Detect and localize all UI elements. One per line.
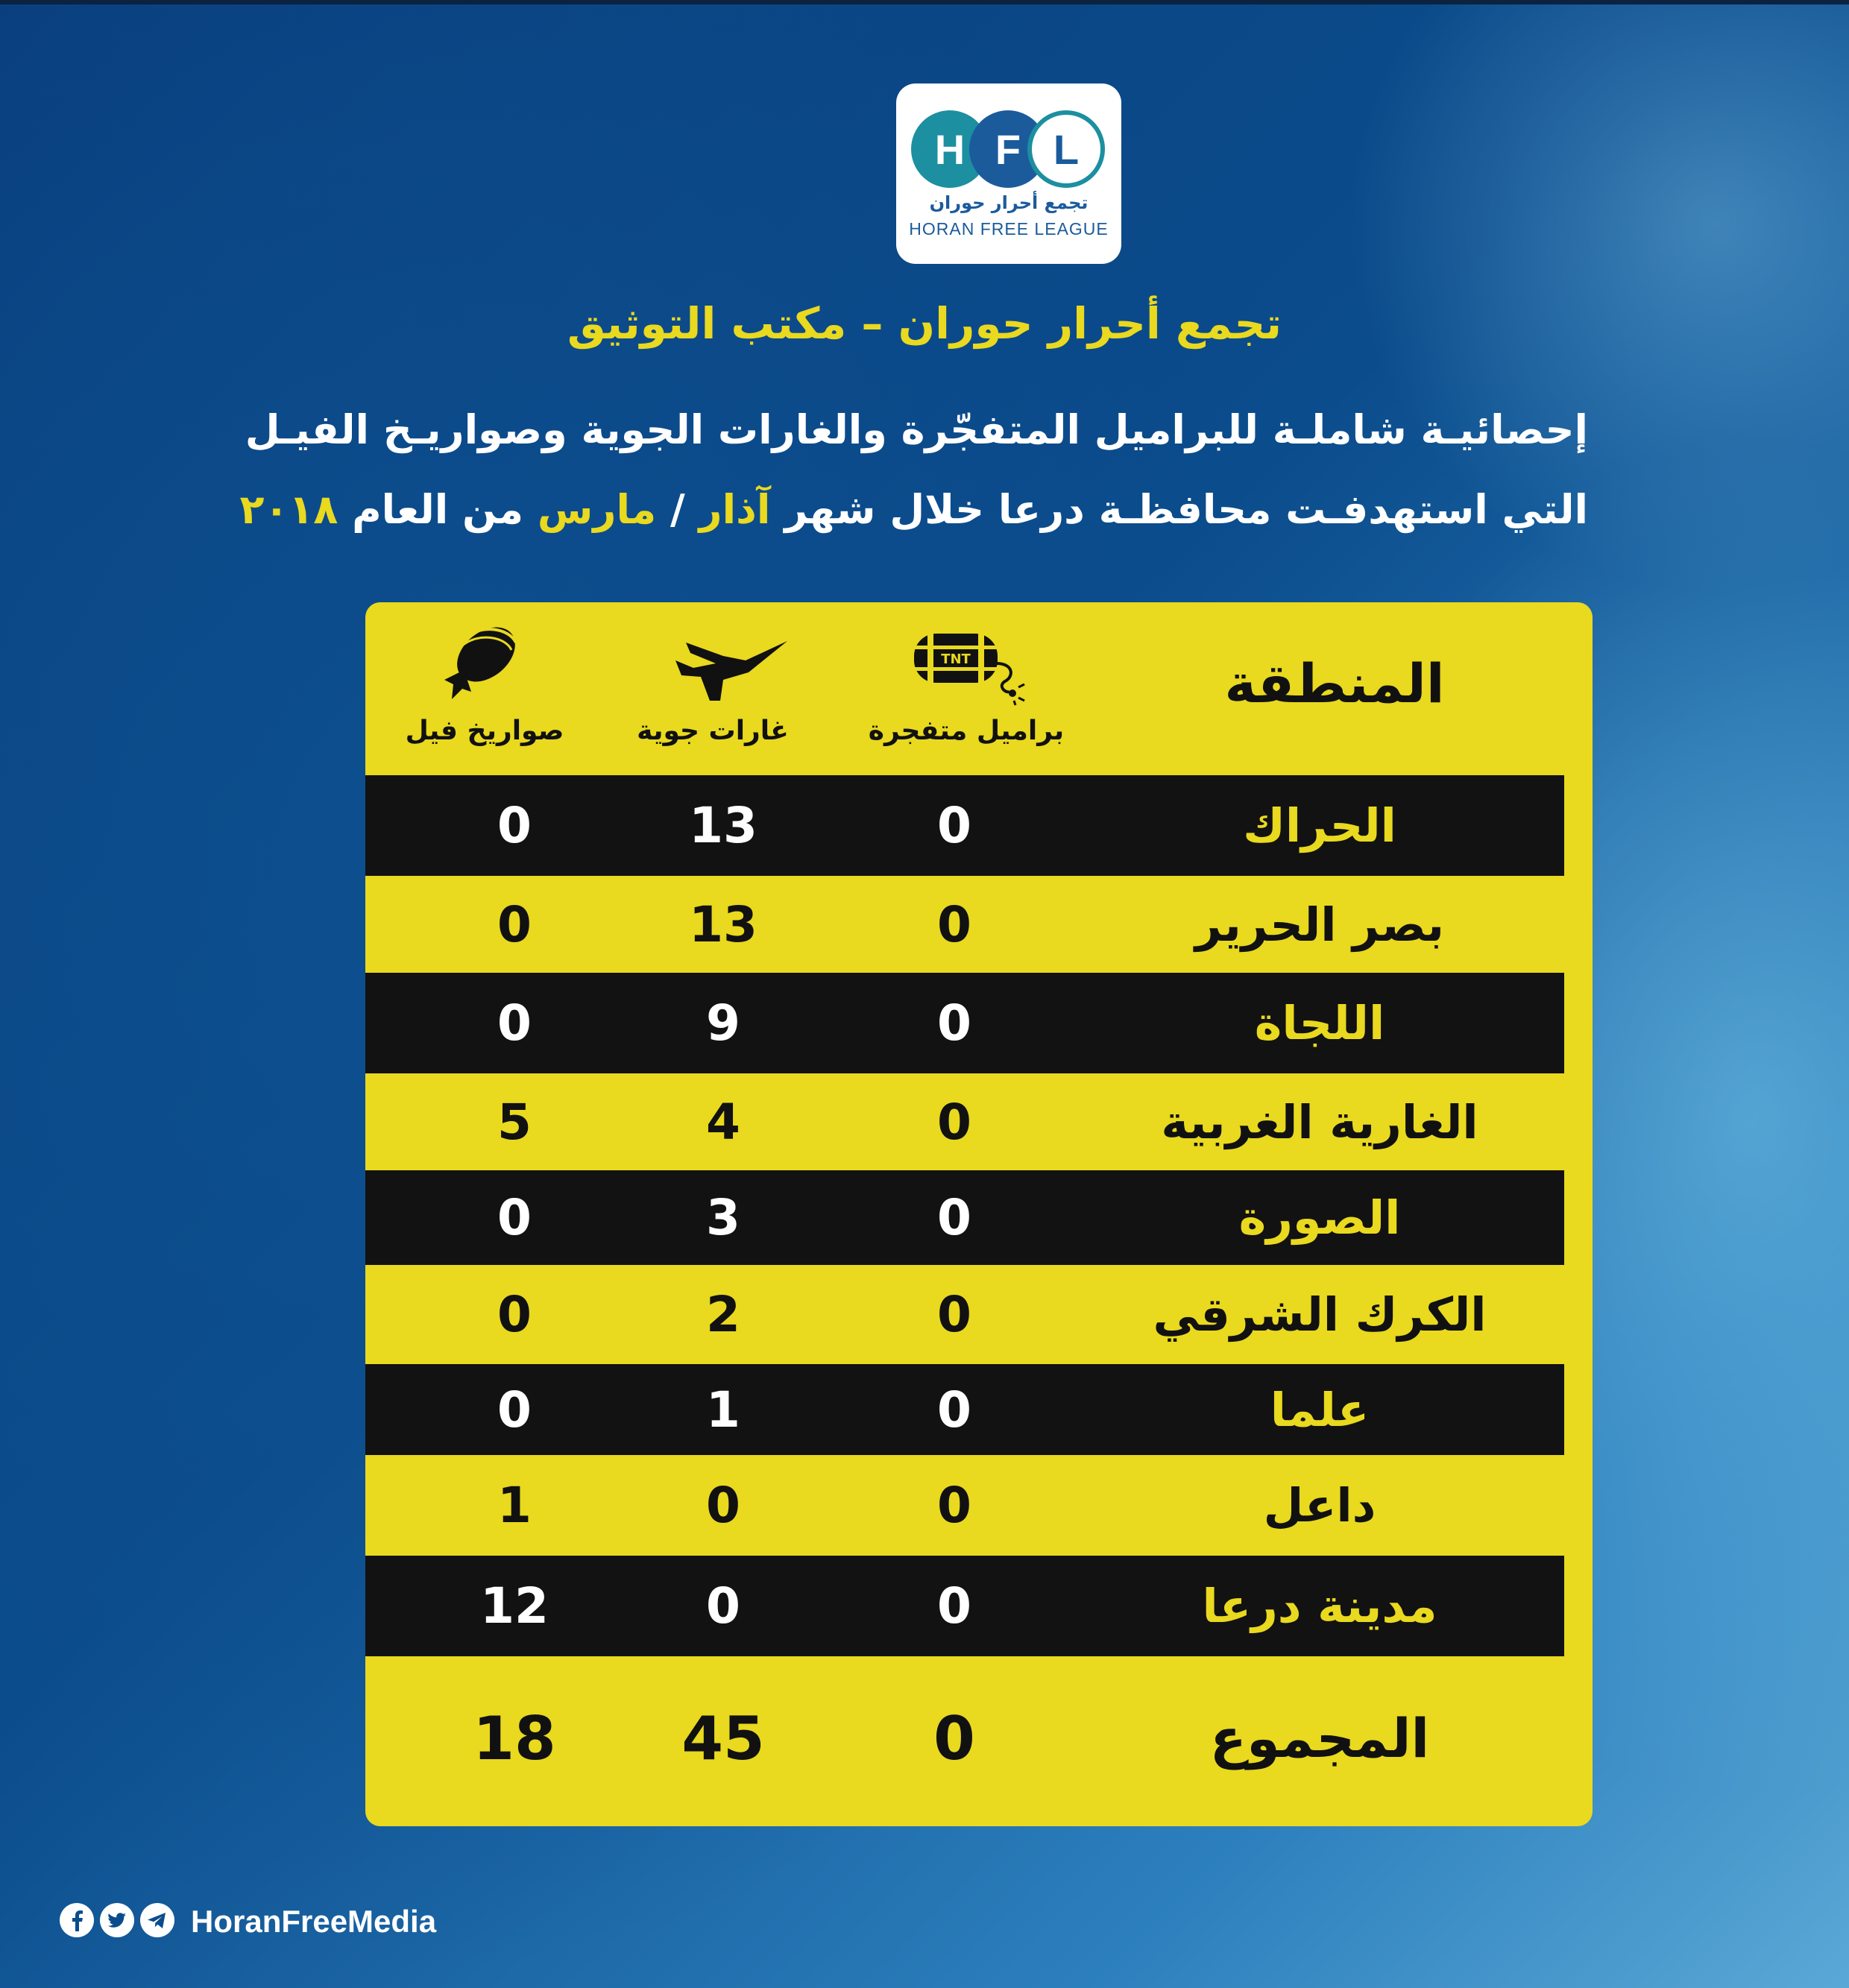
elephant-rockets-value: 12 — [480, 1577, 549, 1635]
column-header-airstrikes: غارات جوية — [637, 716, 789, 746]
barrels-value: 0 — [937, 1093, 971, 1151]
region-name: الحراك — [1243, 798, 1396, 853]
airstrikes-value: 4 — [706, 1093, 740, 1151]
telegram-icon[interactable] — [140, 1903, 174, 1937]
logo-letter-h: H — [911, 110, 989, 188]
table-row — [365, 1556, 1564, 1656]
barrels-value: 0 — [937, 1577, 971, 1635]
logo-english-name: HORAN FREE LEAGUE — [909, 219, 1109, 239]
column-header-elephant-rockets: صواريخ فيل — [405, 716, 564, 746]
logo-arabic-name: تجمع أحرار حوران — [929, 192, 1089, 213]
elephant-rockets-value: 1 — [497, 1477, 532, 1534]
region-name: بصر الحرير — [1194, 897, 1445, 952]
top-border — [0, 0, 1849, 4]
tnt-barrel-icon — [910, 625, 1029, 707]
subtitle-line-2 — [239, 486, 1588, 533]
org-title: تجمع أحرار حوران – مكتب التوثيق — [567, 298, 1282, 349]
elephant-rockets-value: 0 — [497, 1286, 532, 1343]
region-name: علما — [1270, 1382, 1370, 1437]
elephant-rockets-value: 0 — [497, 1189, 532, 1246]
region-name: اللجاة — [1254, 996, 1385, 1050]
elephant-rockets-value: 0 — [497, 1380, 532, 1439]
total-barrels: 0 — [933, 1703, 975, 1773]
barrels-value: 0 — [937, 994, 971, 1052]
svg-text:TNT: TNT — [941, 651, 971, 667]
region-name: داعل — [1263, 1478, 1376, 1533]
logo-letter-f: F — [969, 110, 1047, 188]
facebook-icon[interactable] — [60, 1903, 94, 1937]
barrels-value: 0 — [937, 1380, 971, 1439]
table-row — [365, 1265, 1564, 1364]
barrels-value: 0 — [937, 895, 971, 953]
barrels-value: 0 — [937, 1477, 971, 1534]
region-name: الكرك الشرقي — [1153, 1287, 1487, 1342]
column-header-barrels: براميل متفجرة — [868, 716, 1065, 746]
barrels-value: 0 — [937, 1286, 971, 1343]
table-row — [365, 973, 1564, 1073]
year: ٢٠١٨ — [239, 486, 338, 533]
fighter-jet-icon — [671, 634, 790, 708]
airstrikes-value: 13 — [689, 797, 757, 854]
total-row — [365, 1656, 1564, 1820]
airstrikes-value: 9 — [706, 994, 740, 1052]
airstrikes-value: 2 — [706, 1286, 740, 1343]
barrels-value: 0 — [937, 1189, 971, 1246]
airstrikes-value: 1 — [706, 1380, 740, 1439]
airstrikes-value: 3 — [706, 1189, 740, 1246]
table-row — [365, 775, 1564, 876]
region-name: الغارية الغربية — [1161, 1094, 1478, 1149]
table-row — [365, 1073, 1564, 1170]
elephant-rockets-value: 5 — [497, 1093, 532, 1151]
total-label: المجموع — [1209, 1707, 1430, 1770]
elephant-rockets-value: 0 — [497, 994, 532, 1052]
table-row — [365, 1455, 1564, 1556]
hfl-logo — [896, 83, 1121, 264]
table-row — [365, 876, 1564, 973]
elephant-rockets-value: 0 — [497, 895, 532, 953]
year-prefix: من العام — [352, 486, 524, 533]
column-header-region: المنطقة — [1224, 652, 1445, 715]
social-handle[interactable]: HoranFreeMedia — [191, 1904, 437, 1939]
month-gregorian: مارس — [537, 486, 657, 533]
elephant-rockets-value: 0 — [497, 797, 532, 854]
subtitle-line-1: إحصائيـة شاملـة للبراميل المتفجّرة والغارات الجوية وصواريـخ الفيـل — [245, 406, 1588, 453]
logo-letter-l: L — [1027, 110, 1105, 188]
month-separator: / — [670, 486, 685, 533]
airstrikes-value: 13 — [689, 895, 757, 953]
airstrikes-value: 0 — [706, 1577, 740, 1635]
total-elephant-rockets: 18 — [473, 1703, 556, 1773]
table-row — [365, 1170, 1564, 1265]
table-row — [365, 1364, 1564, 1455]
month-arabic: آذار — [699, 486, 771, 533]
region-name: الصورة — [1238, 1190, 1401, 1245]
barrels-value: 0 — [937, 797, 971, 854]
airstrikes-value: 0 — [706, 1477, 740, 1534]
elephant-rocket-icon — [437, 620, 526, 704]
twitter-icon[interactable] — [100, 1903, 134, 1937]
total-airstrikes: 45 — [681, 1703, 765, 1773]
subtitle-prefix: التي استهدفـت محافظـة درعا خلال شهر — [784, 486, 1588, 533]
region-name: مدينة درعا — [1202, 1579, 1437, 1633]
